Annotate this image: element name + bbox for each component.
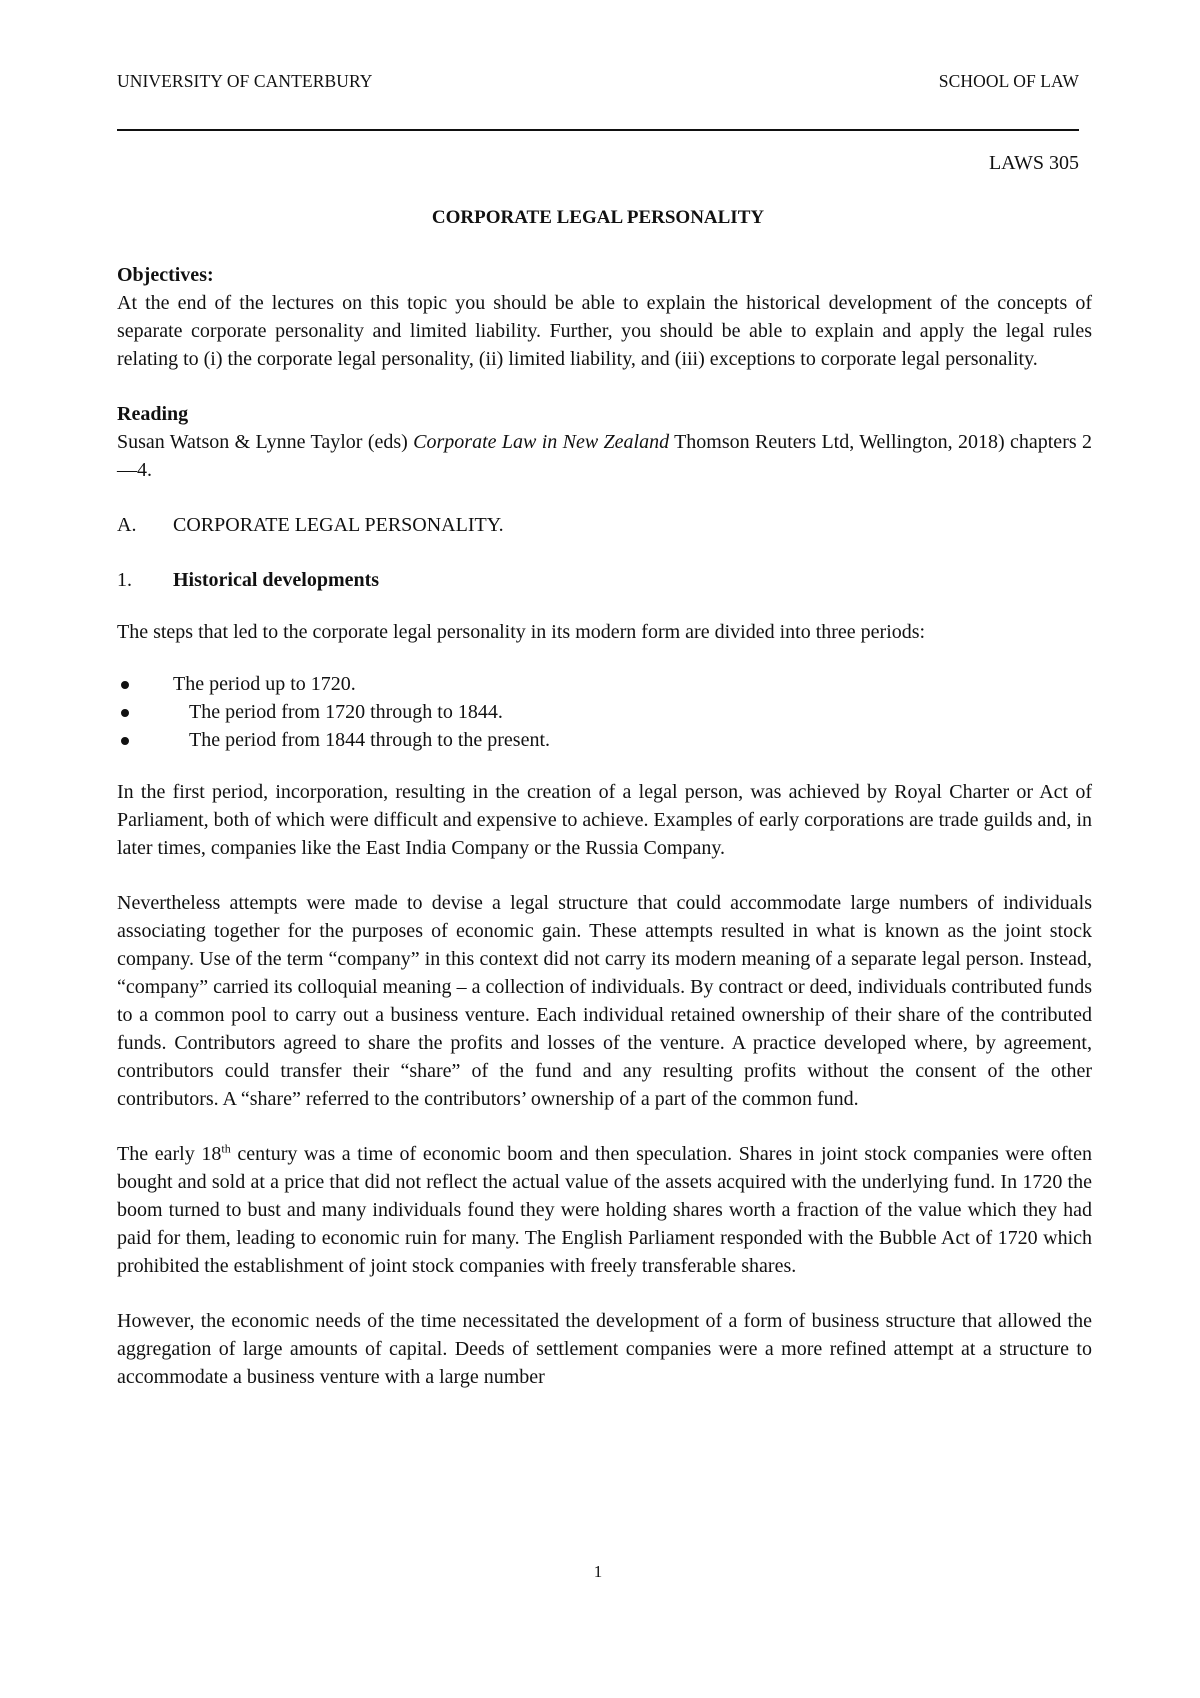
document-body	[117, 261, 1092, 1391]
objectives-label: Objectives:	[117, 264, 214, 286]
ordinal-superscript: th	[221, 1141, 231, 1156]
header-rule	[117, 129, 1079, 131]
periods-list	[117, 670, 1092, 754]
section-1-heading	[117, 566, 1092, 594]
paragraph-early-18th-century: The early 18th century was a time of economic boom and then speculation. Shares in joint stock companies were often bought and sold at a price that did not reflect the actual value of the assets acquired with the underlying fund. In 1720 the boom turned to bust and many individuals found they were holding shares worth a fraction of the value which they had paid for them, leading to economic ruin for many. The English Parliament responded with the Bubble Act of 1720 which prohibited the establishment of joint stock companies with freely transferable shares.	[117, 1141, 1092, 1277]
section-a-title: CORPORATE LEGAL PERSONALITY.	[173, 514, 504, 536]
paragraph-however: However, the economic needs of the time necessitated the development of a form of business structure that allowed the aggregation of large amounts of capital. Deeds of settlement companies were a more refined attempt at a structure to accommodate a business venture with a large number	[117, 1310, 1092, 1388]
list-item: The period from 1720 through to 1844.	[117, 698, 1092, 726]
section-a-letter: A.	[117, 514, 137, 536]
reading-authors: Susan Watson & Lynne Taylor (eds)	[117, 431, 414, 453]
page-number: 1	[593, 1562, 603, 1581]
institution-name: UNIVERSITY OF CANTERBURY	[117, 71, 373, 91]
section-1-title: Historical developments	[173, 569, 380, 591]
course-code: LAWS 305	[988, 152, 1079, 174]
objectives-text: At the end of the lectures on this topic you should be able to explain the historical development of the concepts of separate corporate personality and limited liability. Further, you should be able to explain and apply the legal rules relating to (i) the corporate legal personality, (ii) limited liability, and (iii) exceptions to corporate legal personality.	[117, 292, 1092, 370]
reading-publisher: Thomson Reuters Ltd, Wellington, 2018) chapters 2—4.	[117, 431, 1092, 481]
bullet-icon	[117, 726, 173, 754]
bullet-icon	[117, 698, 173, 726]
document-title: CORPORATE LEGAL PERSONALITY	[431, 207, 765, 228]
section-1-number: 1.	[117, 569, 132, 591]
reading-label: Reading	[117, 403, 189, 425]
reading-text	[117, 428, 1092, 484]
section-a-heading	[117, 511, 1092, 539]
paragraph-first-period: In the first period, incorporation, resulting in the creation of a legal person, was achieved by Royal Charter or Act of Parliament, both of which were difficult and expensive to achieve. Examples of early corporations are trade guilds and, in later times, companies like the East India Company or the Russia Company.	[117, 781, 1092, 859]
list-item: The period from 1844 through to the present.	[117, 726, 1092, 754]
school-name: SCHOOL OF LAW	[938, 71, 1079, 91]
paragraph-nevertheless: Nevertheless attempts were made to devise a legal structure that could accommodate large numbers of individuals associating together for the purposes of economic gain. These attempts resulted in what is known as the joint stock company. Use of the term “company” in this context did not carry its modern meaning of a separate legal person. Instead, “company” carried its colloquial meaning – a collection of individuals. By contract or deed, individuals contributed funds to a common pool to carry out a business venture. Each individual retained ownership of their share of the contributed funds. Contributors agreed to share the profits and losses of the venture. A practice developed where, by agreement, contributors could transfer their “share” of the fund and any resulting profits without the consent of the other contributors. A “share” referred to the contributors’ ownership of a part of the common fund.	[117, 892, 1092, 1110]
intro-paragraph: The steps that led to the corporate legal personality in its modern form are divided into three periods:	[117, 621, 926, 643]
list-item: The period up to 1720.	[117, 670, 1092, 698]
bullet-icon	[117, 670, 173, 698]
reading-book-title: Corporate Law in New Zealand	[413, 431, 670, 453]
page-header	[117, 70, 1079, 92]
